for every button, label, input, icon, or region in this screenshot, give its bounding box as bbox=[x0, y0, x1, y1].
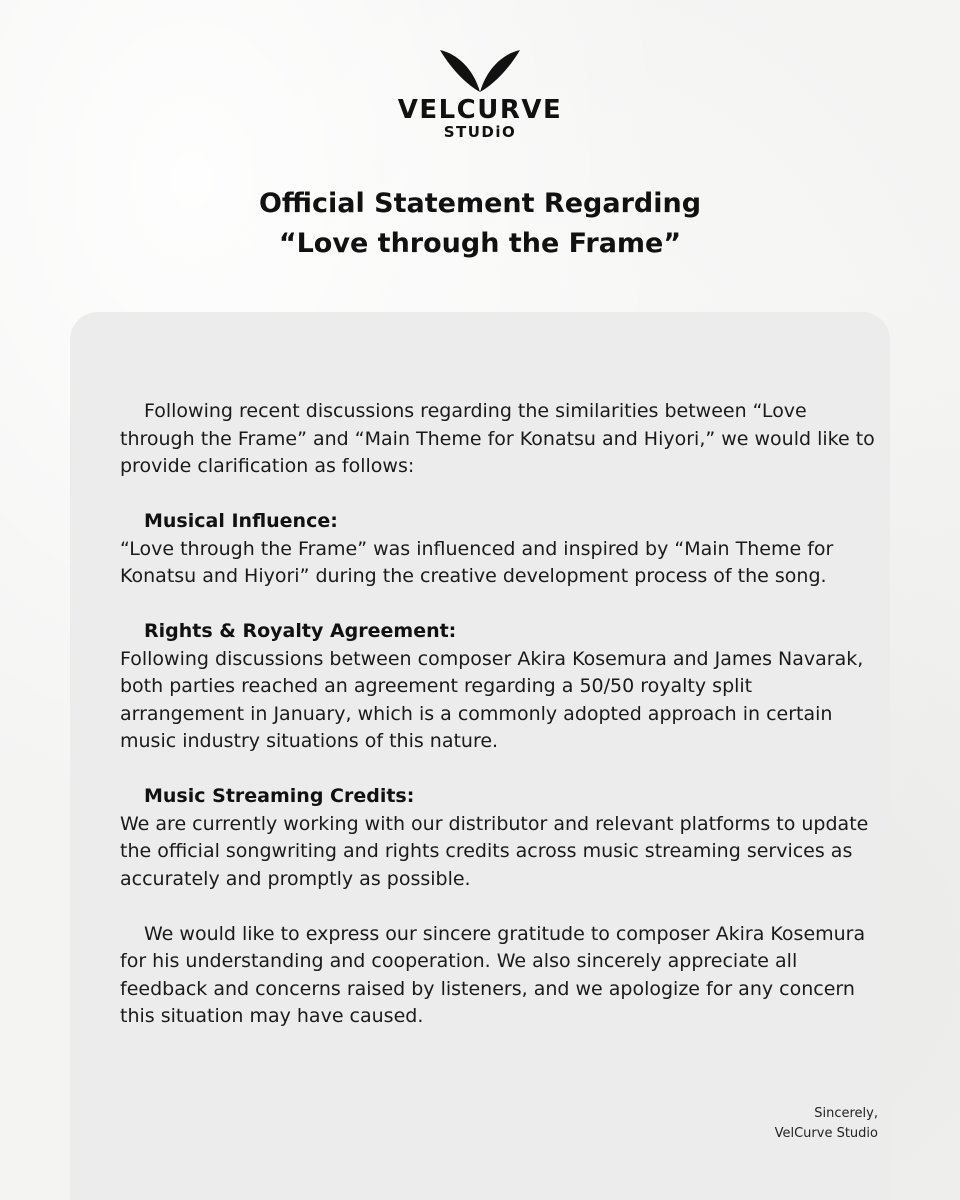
section-text: “Love through the Frame” was influenced and inspired by “Main Theme for Konatsu and Hiyori” during the creative development process of the song. bbox=[120, 537, 834, 587]
signature-name: VelCurve Studio bbox=[774, 1126, 878, 1141]
section-rights-royalty bbox=[120, 618, 880, 756]
section-heading: Music Streaming Credits: bbox=[144, 785, 415, 807]
title-line-1: Official Statement Regarding bbox=[258, 188, 702, 219]
section-streaming-credits bbox=[120, 783, 880, 893]
statement-body bbox=[120, 398, 880, 1058]
section-text: Following discussions between composer Akira Kosemura and James Navarak, both parties reached an agreement regarding a 50/50 royalty split arrangement in January, which is a commonly adopted approach in certain music industry situations of this nature. bbox=[120, 647, 864, 752]
section-musical-influence bbox=[120, 508, 880, 591]
page-title bbox=[0, 184, 960, 264]
closing-paragraph bbox=[120, 921, 880, 1031]
bunny-ears-icon bbox=[437, 48, 523, 94]
section-heading: Musical Influence: bbox=[144, 510, 338, 532]
title-line-2: “Love through the Frame” bbox=[278, 228, 682, 259]
brand-subtitle: STUDiO bbox=[443, 123, 517, 141]
section-heading: Rights & Royalty Agreement: bbox=[144, 620, 457, 642]
intro-text: Following recent discussions regarding the similarities between “Love through the Frame” and “Main Theme for Konatsu and Hiyori,” we would like to provide clarification as follows: bbox=[120, 400, 875, 477]
section-text: We are currently working with our distributor and relevant platforms to update the official songwriting and rights credits across music streaming services as accurately and promptly as possible. bbox=[120, 812, 869, 890]
brand-name: VELCURVE bbox=[397, 95, 563, 125]
closing-text: We would like to express our sincere gratitude to composer Akira Kosemura for his understanding and cooperation. We also sincerely appreciate all feedback and concerns raised by listeners, and we apologize for any concern this situation may have caused. bbox=[120, 922, 866, 1027]
studio-logo bbox=[380, 48, 580, 140]
signature-salutation: Sincerely, bbox=[814, 1106, 878, 1121]
signature bbox=[775, 1104, 878, 1144]
intro-paragraph bbox=[120, 398, 880, 481]
